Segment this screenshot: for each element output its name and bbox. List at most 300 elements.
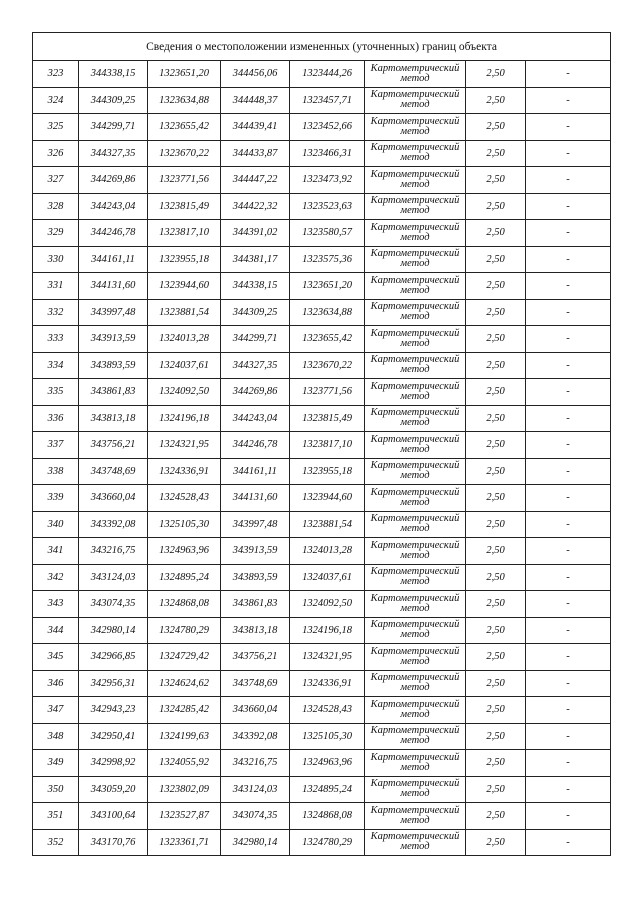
method-text-line: Картометрический [370, 354, 460, 366]
existing-y-cell: 1325105,30 [148, 511, 221, 538]
method-cell [365, 273, 466, 300]
new-x-cell: 344433,87 [221, 140, 290, 167]
new-y-cell: 1324092,50 [290, 591, 365, 618]
existing-x-cell: 342956,31 [79, 670, 148, 697]
new-x-cell: 344439,41 [221, 114, 290, 141]
accuracy-cell: 2,50 [466, 299, 526, 326]
existing-y-cell: 1324321,95 [148, 432, 221, 459]
point-number-cell: 339 [33, 485, 79, 512]
existing-y-cell: 1324729,42 [148, 644, 221, 671]
method-text-line: Картометрический [370, 566, 460, 578]
new-y-cell: 1323670,22 [290, 352, 365, 379]
method-text-line: метод [400, 708, 430, 720]
table-row [33, 167, 611, 194]
existing-x-cell: 342966,85 [79, 644, 148, 671]
point-number-cell: 335 [33, 379, 79, 406]
new-y-cell: 1324196,18 [290, 617, 365, 644]
method-text-line: метод [400, 629, 430, 641]
existing-y-cell: 1324199,63 [148, 723, 221, 750]
accuracy-cell: 2,50 [466, 591, 526, 618]
table-row [33, 617, 611, 644]
new-x-cell: 344456,06 [221, 61, 290, 88]
method-text-line: метод [400, 735, 430, 747]
note-cell: - [526, 61, 611, 88]
method-cell [365, 723, 466, 750]
accuracy-cell: 2,50 [466, 114, 526, 141]
accuracy-cell: 2,50 [466, 379, 526, 406]
existing-y-cell: 1323670,22 [148, 140, 221, 167]
method-text-line: Картометрический [370, 592, 460, 604]
table-row [33, 61, 611, 88]
new-x-cell: 343893,59 [221, 564, 290, 591]
table-row [33, 352, 611, 379]
note-cell: - [526, 538, 611, 565]
table-row [33, 193, 611, 220]
table-row [33, 458, 611, 485]
note-cell: - [526, 591, 611, 618]
new-y-cell: 1323881,54 [290, 511, 365, 538]
new-y-cell: 1323815,49 [290, 405, 365, 432]
existing-x-cell: 342980,14 [79, 617, 148, 644]
new-x-cell: 343813,18 [221, 617, 290, 644]
accuracy-cell: 2,50 [466, 167, 526, 194]
new-y-cell: 1323452,66 [290, 114, 365, 141]
accuracy-cell: 2,50 [466, 193, 526, 220]
method-text-line: Картометрический [370, 486, 460, 498]
note-cell: - [526, 87, 611, 114]
point-number-cell: 333 [33, 326, 79, 353]
method-text-line: метод [400, 443, 430, 455]
existing-x-cell: 343170,76 [79, 829, 148, 856]
new-y-cell: 1323457,71 [290, 87, 365, 114]
new-x-cell: 344269,86 [221, 379, 290, 406]
accuracy-cell: 2,50 [466, 511, 526, 538]
method-cell [365, 617, 466, 644]
method-text-line: Картометрический [370, 619, 460, 631]
table-title: Сведения о местоположении измененных (уточненных) границ объекта [33, 33, 611, 61]
method-text-line: метод [400, 814, 430, 826]
new-x-cell: 343913,59 [221, 538, 290, 565]
method-cell [365, 193, 466, 220]
existing-y-cell: 1323955,18 [148, 246, 221, 273]
note-cell: - [526, 617, 611, 644]
note-cell: - [526, 829, 611, 856]
note-cell: - [526, 564, 611, 591]
method-cell [365, 538, 466, 565]
new-x-cell: 344448,37 [221, 87, 290, 114]
note-cell: - [526, 670, 611, 697]
method-text-line: Картометрический [370, 751, 460, 763]
point-number-cell: 328 [33, 193, 79, 220]
existing-x-cell: 344338,15 [79, 61, 148, 88]
new-x-cell: 343997,48 [221, 511, 290, 538]
point-number-cell: 329 [33, 220, 79, 247]
existing-y-cell: 1323802,09 [148, 776, 221, 803]
point-number-cell: 350 [33, 776, 79, 803]
point-number-cell: 331 [33, 273, 79, 300]
existing-x-cell: 342943,23 [79, 697, 148, 724]
new-y-cell: 1323634,88 [290, 299, 365, 326]
table-row [33, 511, 611, 538]
note-cell: - [526, 485, 611, 512]
method-cell [365, 167, 466, 194]
method-cell [365, 485, 466, 512]
method-text-line: метод [400, 788, 430, 800]
point-number-cell: 345 [33, 644, 79, 671]
note-cell: - [526, 432, 611, 459]
existing-y-cell: 1324780,29 [148, 617, 221, 644]
accuracy-cell: 2,50 [466, 220, 526, 247]
accuracy-cell: 2,50 [466, 829, 526, 856]
table-row [33, 644, 611, 671]
existing-x-cell: 343074,35 [79, 591, 148, 618]
method-text-line: метод [400, 470, 430, 482]
existing-y-cell: 1324037,61 [148, 352, 221, 379]
method-cell [365, 458, 466, 485]
method-text-line: Картометрический [370, 778, 460, 790]
accuracy-cell: 2,50 [466, 352, 526, 379]
note-cell: - [526, 458, 611, 485]
table-row [33, 670, 611, 697]
method-text-line: Картометрический [370, 115, 460, 127]
point-number-cell: 338 [33, 458, 79, 485]
point-number-cell: 327 [33, 167, 79, 194]
method-cell [365, 644, 466, 671]
method-text-line: метод [400, 72, 430, 84]
new-x-cell: 344246,78 [221, 432, 290, 459]
method-text-line: Картометрический [370, 142, 460, 154]
accuracy-cell: 2,50 [466, 432, 526, 459]
table-row [33, 299, 611, 326]
new-x-cell: 343074,35 [221, 803, 290, 830]
table-row [33, 405, 611, 432]
new-x-cell: 344243,04 [221, 405, 290, 432]
method-text-line: метод [400, 841, 430, 853]
accuracy-cell: 2,50 [466, 87, 526, 114]
method-cell [365, 829, 466, 856]
note-cell: - [526, 352, 611, 379]
method-cell [365, 776, 466, 803]
existing-x-cell: 342998,92 [79, 750, 148, 777]
table-row [33, 220, 611, 247]
new-x-cell: 342980,14 [221, 829, 290, 856]
point-number-cell: 349 [33, 750, 79, 777]
new-x-cell: 343392,08 [221, 723, 290, 750]
new-x-cell: 344327,35 [221, 352, 290, 379]
note-cell: - [526, 326, 611, 353]
method-text-line: Картометрический [370, 195, 460, 207]
new-y-cell: 1324336,91 [290, 670, 365, 697]
method-text-line: метод [400, 602, 430, 614]
table-row [33, 723, 611, 750]
method-cell [365, 114, 466, 141]
method-cell [365, 591, 466, 618]
point-number-cell: 323 [33, 61, 79, 88]
method-cell [365, 87, 466, 114]
method-text-line: метод [400, 178, 430, 190]
accuracy-cell: 2,50 [466, 538, 526, 565]
existing-y-cell: 1324336,91 [148, 458, 221, 485]
existing-x-cell: 344246,78 [79, 220, 148, 247]
point-number-cell: 341 [33, 538, 79, 565]
method-cell [365, 246, 466, 273]
new-x-cell: 343861,83 [221, 591, 290, 618]
method-text-line: метод [400, 549, 430, 561]
accuracy-cell: 2,50 [466, 61, 526, 88]
method-text-line: Картометрический [370, 539, 460, 551]
existing-y-cell: 1323771,56 [148, 167, 221, 194]
existing-x-cell: 343861,83 [79, 379, 148, 406]
new-y-cell: 1323944,60 [290, 485, 365, 512]
note-cell: - [526, 299, 611, 326]
new-y-cell: 1324013,28 [290, 538, 365, 565]
method-text-line: метод [400, 364, 430, 376]
existing-x-cell: 343059,20 [79, 776, 148, 803]
existing-x-cell: 343216,75 [79, 538, 148, 565]
note-cell: - [526, 246, 611, 273]
method-text-line: метод [400, 125, 430, 137]
existing-y-cell: 1324528,43 [148, 485, 221, 512]
table-row [33, 829, 611, 856]
note-cell: - [526, 776, 611, 803]
accuracy-cell: 2,50 [466, 670, 526, 697]
table-row [33, 538, 611, 565]
method-text-line: метод [400, 523, 430, 535]
new-x-cell: 343660,04 [221, 697, 290, 724]
new-y-cell: 1323651,20 [290, 273, 365, 300]
accuracy-cell: 2,50 [466, 750, 526, 777]
accuracy-cell: 2,50 [466, 458, 526, 485]
method-text-line: метод [400, 205, 430, 217]
point-number-cell: 324 [33, 87, 79, 114]
accuracy-cell: 2,50 [466, 273, 526, 300]
existing-y-cell: 1324196,18 [148, 405, 221, 432]
new-x-cell: 344422,32 [221, 193, 290, 220]
new-y-cell: 1323466,31 [290, 140, 365, 167]
existing-y-cell: 1324092,50 [148, 379, 221, 406]
existing-y-cell: 1324963,96 [148, 538, 221, 565]
point-number-cell: 351 [33, 803, 79, 830]
note-cell: - [526, 379, 611, 406]
existing-y-cell: 1324055,92 [148, 750, 221, 777]
point-number-cell: 326 [33, 140, 79, 167]
new-y-cell: 1324963,96 [290, 750, 365, 777]
new-x-cell: 343124,03 [221, 776, 290, 803]
point-number-cell: 330 [33, 246, 79, 273]
method-text-line: Картометрический [370, 248, 460, 260]
method-cell [365, 405, 466, 432]
point-number-cell: 340 [33, 511, 79, 538]
new-y-cell: 1323771,56 [290, 379, 365, 406]
boundary-table-document [32, 32, 610, 856]
accuracy-cell: 2,50 [466, 776, 526, 803]
point-number-cell: 332 [33, 299, 79, 326]
point-number-cell: 337 [33, 432, 79, 459]
table-row [33, 246, 611, 273]
existing-x-cell: 343660,04 [79, 485, 148, 512]
new-y-cell: 1324321,95 [290, 644, 365, 671]
table-row [33, 87, 611, 114]
existing-x-cell: 343748,69 [79, 458, 148, 485]
table-row [33, 432, 611, 459]
new-y-cell: 1323444,26 [290, 61, 365, 88]
new-y-cell: 1324780,29 [290, 829, 365, 856]
existing-y-cell: 1323634,88 [148, 87, 221, 114]
method-text-line: метод [400, 417, 430, 429]
existing-x-cell: 344299,71 [79, 114, 148, 141]
existing-y-cell: 1323881,54 [148, 299, 221, 326]
table-row [33, 564, 611, 591]
method-text-line: метод [400, 576, 430, 588]
method-cell [365, 670, 466, 697]
method-text-line: метод [400, 496, 430, 508]
point-number-cell: 336 [33, 405, 79, 432]
method-text-line: метод [400, 682, 430, 694]
method-text-line: Картометрический [370, 460, 460, 472]
accuracy-cell: 2,50 [466, 723, 526, 750]
existing-y-cell: 1324868,08 [148, 591, 221, 618]
method-text-line: метод [400, 152, 430, 164]
note-cell: - [526, 140, 611, 167]
method-cell [365, 511, 466, 538]
note-cell: - [526, 750, 611, 777]
accuracy-cell: 2,50 [466, 405, 526, 432]
new-y-cell: 1323655,42 [290, 326, 365, 353]
existing-y-cell: 1323655,42 [148, 114, 221, 141]
accuracy-cell: 2,50 [466, 140, 526, 167]
accuracy-cell: 2,50 [466, 803, 526, 830]
accuracy-cell: 2,50 [466, 485, 526, 512]
table-row [33, 591, 611, 618]
method-text-line: Картометрический [370, 433, 460, 445]
existing-x-cell: 344327,35 [79, 140, 148, 167]
new-x-cell: 344309,25 [221, 299, 290, 326]
note-cell: - [526, 167, 611, 194]
method-text-line: Картометрический [370, 698, 460, 710]
method-text-line: Картометрический [370, 327, 460, 339]
method-text-line: Картометрический [370, 168, 460, 180]
point-number-cell: 343 [33, 591, 79, 618]
new-x-cell: 343216,75 [221, 750, 290, 777]
method-text-line: Картометрический [370, 672, 460, 684]
note-cell: - [526, 114, 611, 141]
new-x-cell: 344447,22 [221, 167, 290, 194]
point-number-cell: 348 [33, 723, 79, 750]
note-cell: - [526, 644, 611, 671]
method-text-line: Картометрический [370, 89, 460, 101]
accuracy-cell: 2,50 [466, 617, 526, 644]
note-cell: - [526, 405, 611, 432]
method-cell [365, 379, 466, 406]
existing-y-cell: 1323651,20 [148, 61, 221, 88]
point-number-cell: 325 [33, 114, 79, 141]
method-text-line: Картометрический [370, 725, 460, 737]
new-y-cell: 1324528,43 [290, 697, 365, 724]
method-cell [365, 326, 466, 353]
new-y-cell: 1323575,36 [290, 246, 365, 273]
new-x-cell: 344131,60 [221, 485, 290, 512]
table-row [33, 326, 611, 353]
table-body [33, 33, 611, 856]
method-text-line: Картометрический [370, 645, 460, 657]
table-row [33, 273, 611, 300]
method-text-line: Картометрический [370, 301, 460, 313]
method-cell [365, 352, 466, 379]
method-cell [365, 432, 466, 459]
existing-x-cell: 343813,18 [79, 405, 148, 432]
existing-x-cell: 344269,86 [79, 167, 148, 194]
existing-x-cell: 343893,59 [79, 352, 148, 379]
method-cell [365, 697, 466, 724]
accuracy-cell: 2,50 [466, 246, 526, 273]
method-text-line: метод [400, 337, 430, 349]
table-row [33, 485, 611, 512]
note-cell: - [526, 697, 611, 724]
accuracy-cell: 2,50 [466, 564, 526, 591]
method-cell [365, 299, 466, 326]
new-y-cell: 1324868,08 [290, 803, 365, 830]
accuracy-cell: 2,50 [466, 326, 526, 353]
method-text-line: Картометрический [370, 407, 460, 419]
new-y-cell: 1323523,63 [290, 193, 365, 220]
note-cell: - [526, 273, 611, 300]
existing-y-cell: 1324013,28 [148, 326, 221, 353]
table-row [33, 803, 611, 830]
new-x-cell: 344381,17 [221, 246, 290, 273]
point-number-cell: 344 [33, 617, 79, 644]
method-text-line: метод [400, 761, 430, 773]
method-text-line: Картометрический [370, 831, 460, 843]
existing-x-cell: 344161,11 [79, 246, 148, 273]
existing-x-cell: 344309,25 [79, 87, 148, 114]
existing-y-cell: 1324895,24 [148, 564, 221, 591]
method-text-line: Картометрический [370, 804, 460, 816]
method-text-line: Картометрический [370, 221, 460, 233]
new-y-cell: 1324037,61 [290, 564, 365, 591]
new-y-cell: 1324895,24 [290, 776, 365, 803]
note-cell: - [526, 511, 611, 538]
new-x-cell: 344391,02 [221, 220, 290, 247]
point-number-cell: 352 [33, 829, 79, 856]
method-cell [365, 61, 466, 88]
existing-x-cell: 343756,21 [79, 432, 148, 459]
method-cell [365, 803, 466, 830]
table-row [33, 697, 611, 724]
new-x-cell: 344299,71 [221, 326, 290, 353]
point-number-cell: 347 [33, 697, 79, 724]
new-x-cell: 343748,69 [221, 670, 290, 697]
existing-y-cell: 1324624,62 [148, 670, 221, 697]
new-y-cell: 1323817,10 [290, 432, 365, 459]
note-cell: - [526, 803, 611, 830]
table-row [33, 379, 611, 406]
new-x-cell: 344161,11 [221, 458, 290, 485]
method-text-line: Картометрический [370, 513, 460, 525]
existing-x-cell: 342950,41 [79, 723, 148, 750]
existing-y-cell: 1323944,60 [148, 273, 221, 300]
method-text-line: метод [400, 99, 430, 111]
new-y-cell: 1325105,30 [290, 723, 365, 750]
accuracy-cell: 2,50 [466, 697, 526, 724]
existing-x-cell: 343100,64 [79, 803, 148, 830]
method-text-line: метод [400, 390, 430, 402]
method-text-line: Картометрический [370, 274, 460, 286]
method-cell [365, 750, 466, 777]
new-y-cell: 1323473,92 [290, 167, 365, 194]
table-row [33, 776, 611, 803]
method-text-line: метод [400, 284, 430, 296]
method-text-line: метод [400, 258, 430, 270]
